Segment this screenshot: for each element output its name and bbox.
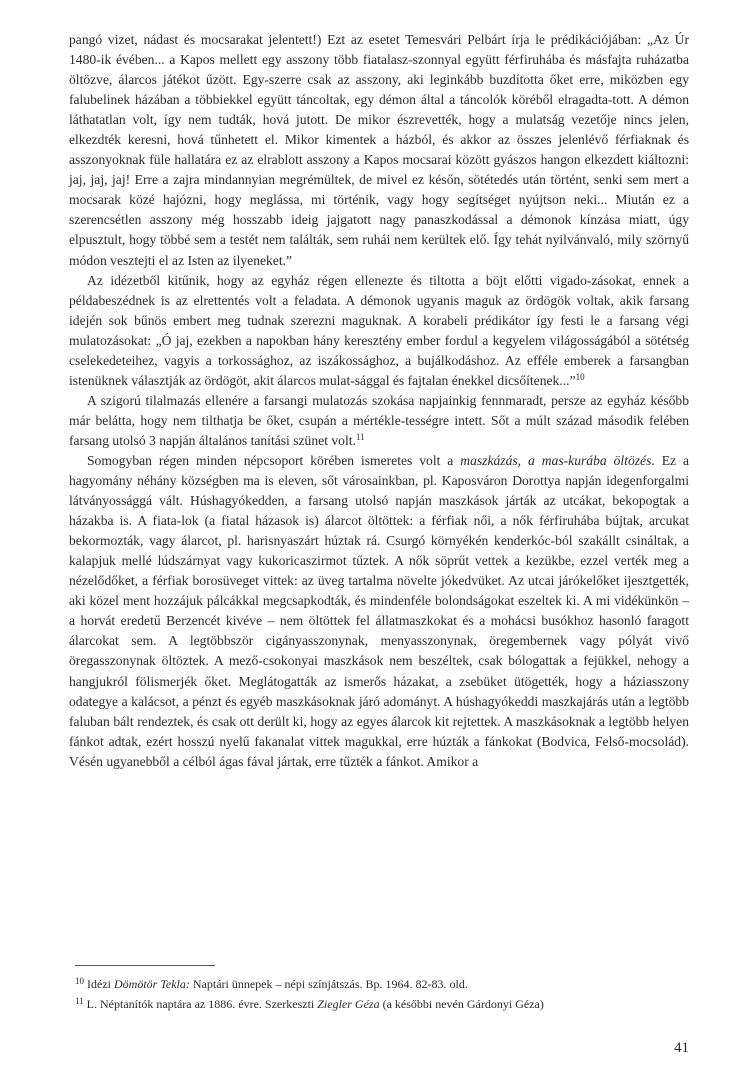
body-text: A szigorú tilalmazás ellenére a farsangi mulatozás szokása napjainkig fennmaradt, persze az egyház később már belátta, hogy nem tilthatja be őket, csupán a mértékle-tességre intett. Sőt a múlt század második felében farsang utolsó 3 napján általános tanítási szünet volt.: [69, 392, 689, 448]
footnote: [75, 993, 689, 1013]
footnote: [75, 973, 689, 993]
footnotes: [75, 973, 689, 1013]
body-text: L. Néptanítók naptára az 1886. évre. Szerkeszti: [86, 997, 318, 1011]
italic-text: Dömötör Tekla:: [113, 977, 190, 991]
paragraph: [69, 271, 689, 391]
footnote-reference: 10: [575, 371, 585, 382]
footnote-divider: [75, 965, 215, 966]
footnote-reference: 11: [355, 431, 365, 442]
body-text: pangó vizet, nádast és mocsarakat jelentett!) Ezt az esetet Temesvári Pelbárt írja le prédikációjában: „Az Úr 1480-ik évében... a Kapos mellett egy asszony több fiatalasz-szonnyal együtt férfiruhába és másfajta ruházatba öltözve, álarcos játékot űzött. Egy-szerre csak az asszony, aki leginkább buzdította őket erre, miközben egy falubelinek házában a többiekkel együtt táncoltak, egy démon által a táncolók köréből elragadta-tott. A démon láthatatlan volt, így nem tudták, hová jutott. De mikor észrevették, hogy a mulatság vezetője nincs jelen, elkezdték keresni, hová tűnhetett el. Mikor kimentek a házból, és akkor az összes jelenlévő férfiaknak és asszonyoknak füle hallatára ez az elrablott asszony a Kapos mocsarai között gyászos hangon elkezdett kiáltozni: jaj, jaj, jaj! Erre a zajra mindannyian megrémültek, de mivel ez későn, sötétedés után történt, senki sem mert a mocsarak közé hajózni, hogy meglássa, mi történik, vagy hogy segítséget nyújtson neki... Miután ez a szerencsétlen asszony még hosszabb ideig jajgatott nagy panaszkodással a démonok kínzása miatt, úgy elpusztult, hogy többé sem a testét nem találták, sem ruhái nem kerültek elő. Így tehát nyilvánvaló, mily szörnyű módon vesztejti el az Isten az ilyeneket.”: [69, 32, 689, 268]
footnote-number: 11: [75, 996, 84, 1006]
footnote-number: 10: [75, 976, 84, 986]
body-text: . Ez a hagyomány néhány községben ma is eleven, sőt városainkban, pl. Kaposváron Dorottya napján idegenforgalmi látványossággá vált. Húshagyókedden, a farsang utolsó napján maszkások járták az utcákat, bekopogtak a házakba is. A fiata-lok (a fiatal házasok is) álarcot öltöttek: a férfiak női, a nők férfiruhába bújtak, arcukat bekormozták, vagy álarcot, pl. harisnyaszárt húztak rá. Csurgó környékén kenderkóc-ból szakállt csináltak, a kalapjuk mellé lúdszárnyat vagy kukoricaszirmot tűztek. A nők söprűt vettek a kezükbe, ezzel verték meg a nézelődőket, a férfiak borosüveget vittek: az üveg tartalma növelte jókedvüket. Az utcai járókelőket ijesztgették, aki közel ment hozzájuk pálcákkal megcsapkodták, és mindenféle bolondságokat eszeltek ki. A mi vidékünkön – a horvát eredetű Berzencét kivéve – nem öltöttek fel állatmaszkokat és a mohácsi busókhoz hasonló faragott álarcokat sem. A legtöbbször cigányasszonynak, menyasszonynak, öregembernek vagy pólyát vivő öregasszonynak öltöztek. A mező-csokonyai maszkások nem beszéltek, csak bólogattak a fejükkel, nehogy a hangjukról fölismerjék őket. Meglátogatták az ismerős házakat, a zsebüket ütögették, hogy a háziasszony odategye a kalácsot, a pénzt és egyéb maszkásoknak járó adományt. A húshagyókeddi maszkajárás után a legtöbb faluban bált rendeztek, és csak ott derült ki, hogy az egyes álarcok kit rejtettek. A maszkásoknak a legtöbb helyen fánkot adtak, ezért hosszú nyelű fakanalat vittek magukkal, erre húzták a fánkokat (Bodvica, Felső-mocsolád). Vésén ugyanebből a célból ágas fával jártak, erre tűzték a fánkot. Amikor a: [69, 452, 689, 769]
paragraph: [69, 391, 689, 451]
paragraph: [69, 451, 689, 772]
page-body: [69, 30, 689, 772]
italic-text: maszkázás, a mas-kurába öltözés: [460, 452, 652, 468]
body-text: Idézi: [87, 977, 114, 991]
body-text: (a későbbi nevén Gárdonyi Géza): [379, 997, 544, 1011]
paragraph: [69, 30, 689, 271]
body-text: Somogyban régen minden népcsoport körében ismeretes volt a: [87, 452, 461, 468]
body-text: Az idézetből kitűnik, hogy az egyház régen ellenezte és tiltotta a böjt előtti vigado-zásokat, ennek a példabeszédnek is az elrettentés volt a feladata. A démonok ugyanis maguk az ördögök voltak, akik farsang idején sok bűnös embert meg tudnak szerezni maguknak. A korabeli prédikátor így festi le a farsang végi mulatozásokat: „Ó jaj, ezekben a napokban hány keresztény ember fordul a kegyelem világosságából a sötétség cselekedeteihez, vagyis a torkossághoz, az iszákossághoz, a bujálkodáshoz. Az efféle emberek a farsangban istenüknek választják az ördögöt, akit álarcos mulat-sággal és fajtalan énekkel dicsőítenek...”: [69, 272, 689, 388]
page-number: 41: [674, 1040, 689, 1056]
italic-text: Ziegler Géza: [317, 997, 380, 1011]
body-text: Naptári ünnepek – népi színjátszás. Bp. 1964. 82-83. old.: [189, 977, 468, 991]
